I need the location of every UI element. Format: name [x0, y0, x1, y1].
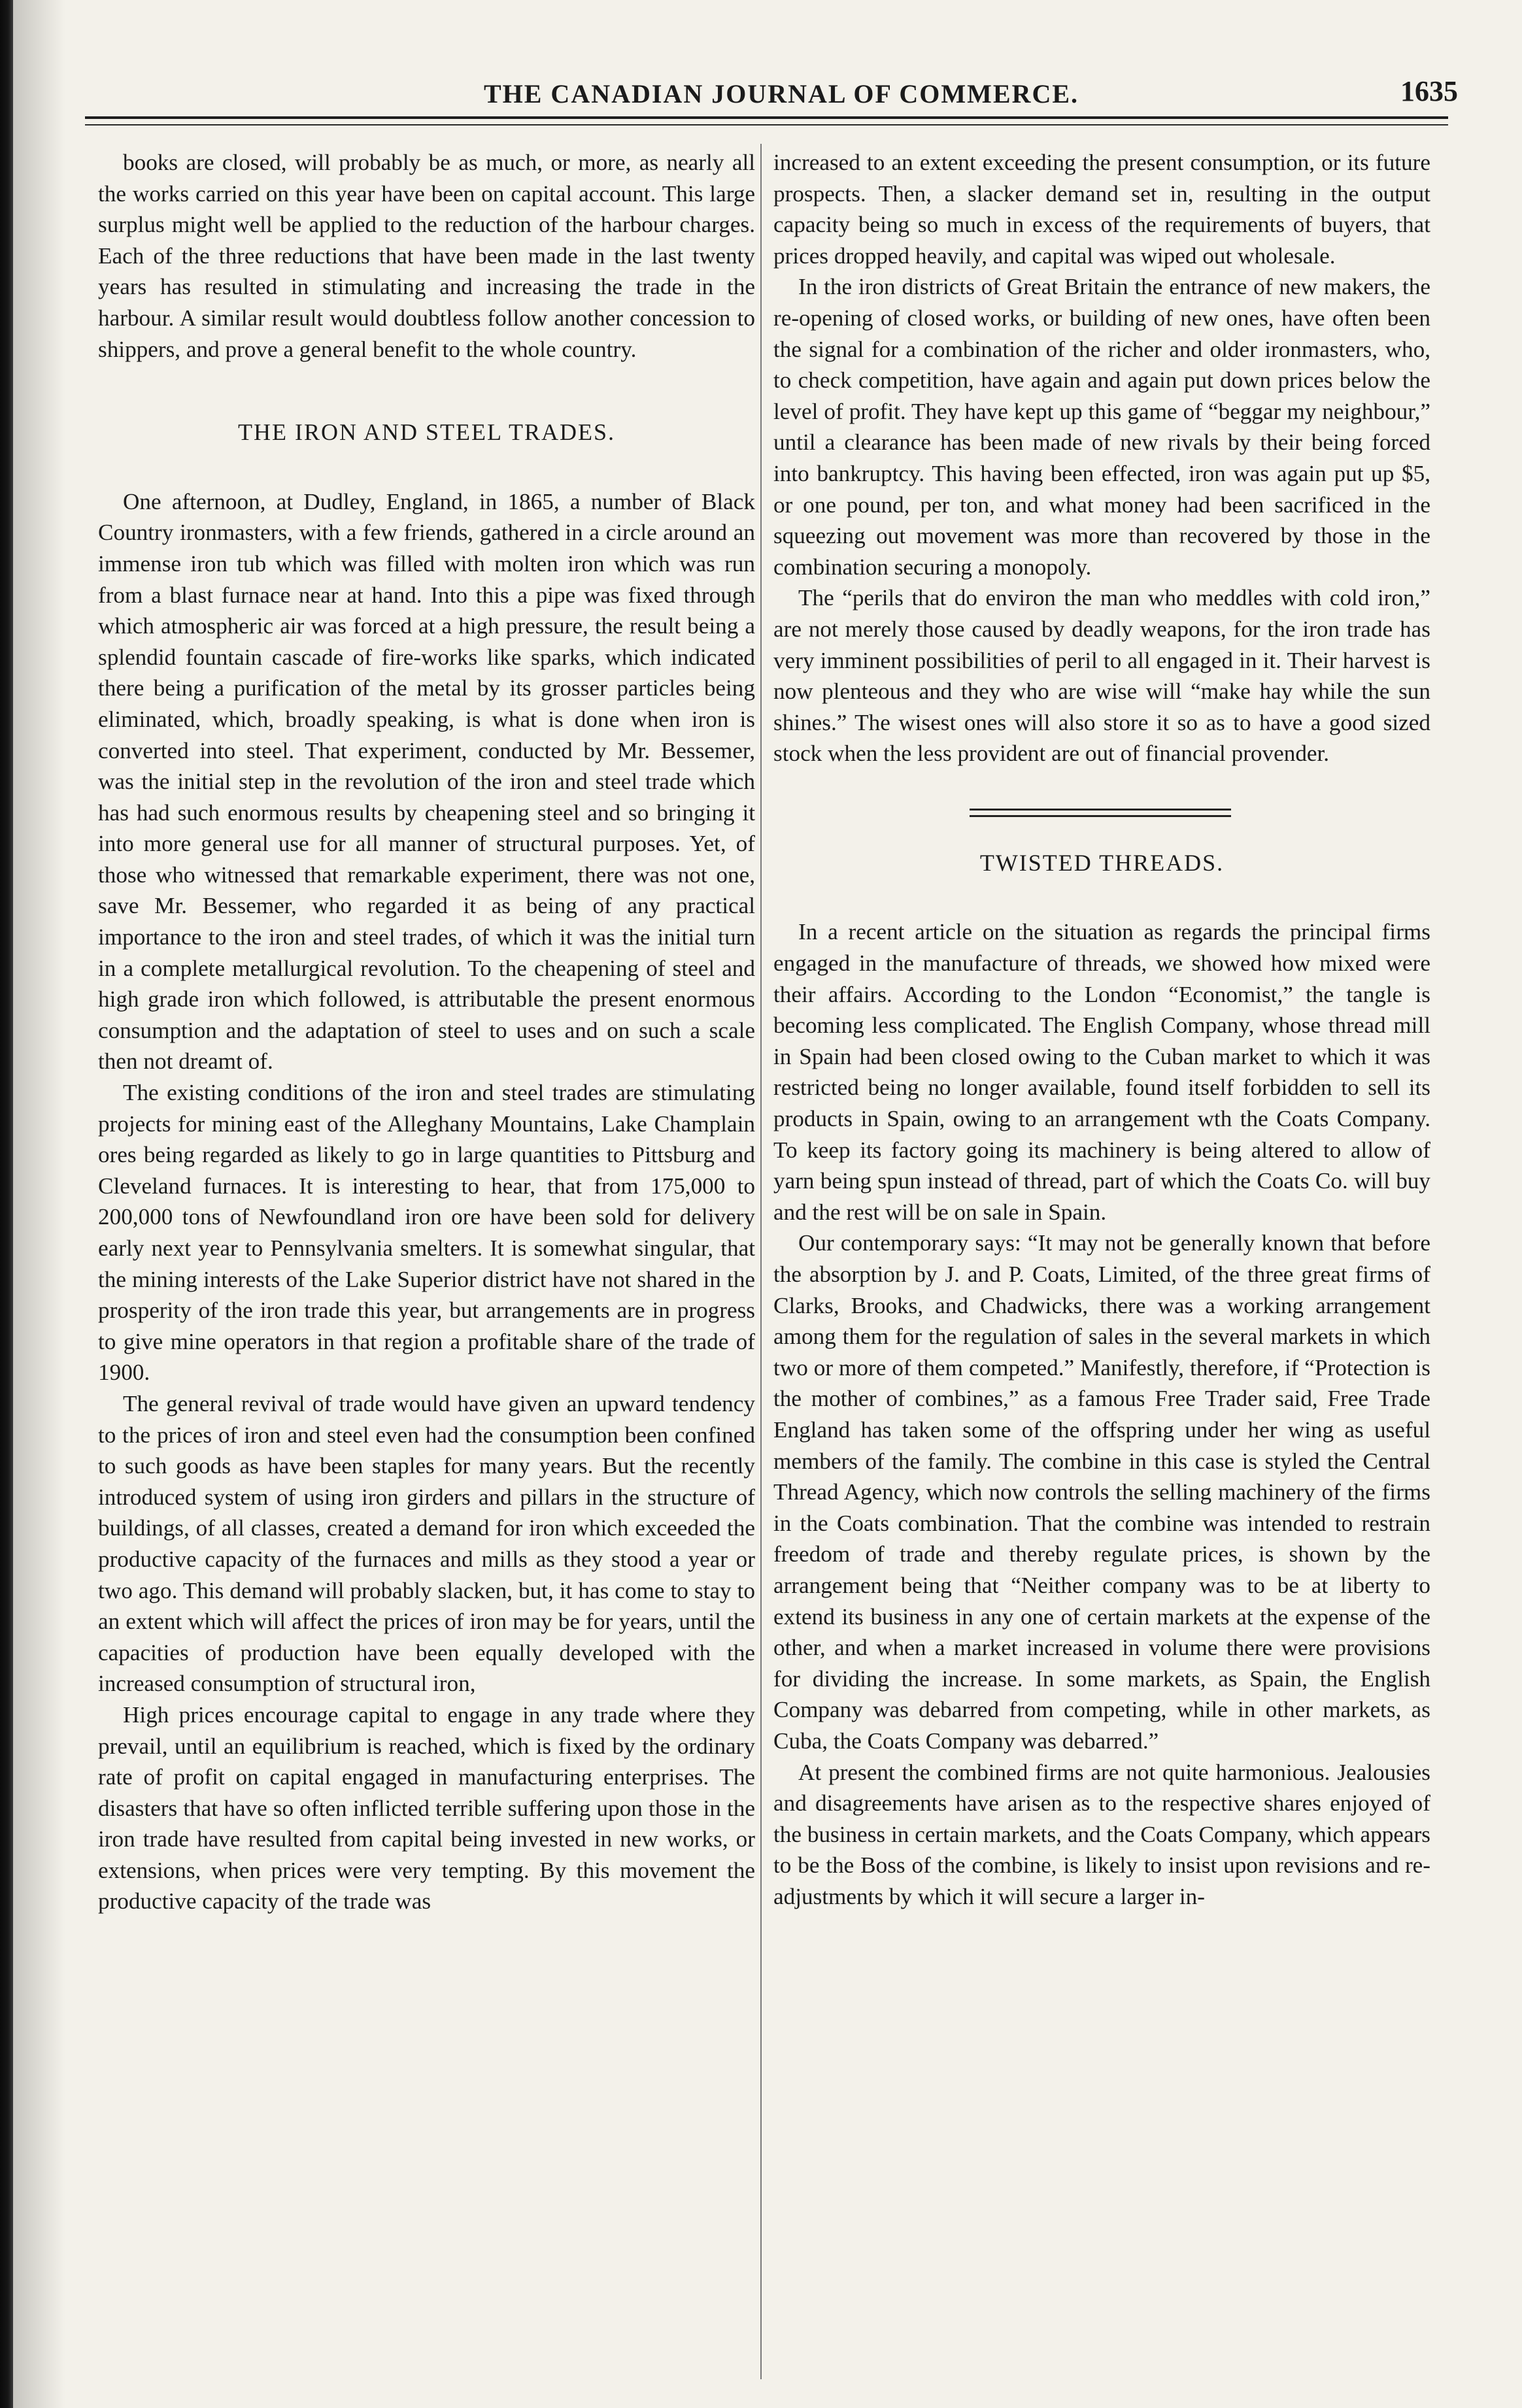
- column-divider: [760, 144, 762, 2379]
- page-binding-shadow: [13, 0, 65, 2408]
- left-column: [98, 147, 755, 2383]
- right-column: [773, 147, 1430, 2383]
- iron-paragraph-6: The “perils that do environ the man who meddles with cold iron,” are not merely those caused by deadly weapons, for the iron trade has very imminent possibilities of peril to all engaged in it. Their harvest is now plenteous and they who are wise will “make hay while the sun shines.” The wisest ones will also store it so as to have a good sized stock when the less provident are out of financial provender.: [773, 585, 1430, 767]
- iron-paragraph-4: High prices encourage capital to engage in any trade where they prevail, until an equilibrium is reached, which is fixed by the ordinary rate of profit on capital engaged in manufacturing enterprises. The disasters that have so often inflicted terrible suffering upon those in the iron trade have resulted from capital being invested in new works, or extensions, when prices were very tempting. By this movement the productive capacity of the trade was: [98, 1701, 755, 1915]
- section-spacer: [98, 365, 755, 417]
- iron-paragraph-5: In the iron districts of Great Britain the entrance of new makers, the re-opening of closed works, or building of new ones, have often been the signal for a combination of the richer and older ironmasters, who, to check competition, have again and again put down prices below the level of profit. They have kept up this game of “beggar my neighbour,” until a clearance has been made of new rivals by their being forced into bankruptcy. This having been effected, iron was again put up $5, or one pound, per ton, and what money had been sacrificed in the squeezing out movement was more than recovered by those in the combination securing a monopoly.: [773, 274, 1430, 580]
- separator-rule-top: [970, 809, 1231, 811]
- header-rule-thick: [85, 116, 1448, 119]
- iron-paragraph-3: The general revival of trade would have given an upward tendency to the prices of iron and steel even had the consumption been confined to such goods as have been staples for many years. But the recently introduced system of using iron girders and pillars in the structure of buildings, of all classes, created a demand for iron which exceeded the productive capacity of the furnaces and mills as they stood a year or two ago. This demand will probably slacken, but, it has come to stay to an extent which will affect the prices of iron may be for years, until the capacities of production have been equally developed with the increased consumption of structural iron,: [98, 1390, 755, 1697]
- heading-spacer: [98, 448, 755, 486]
- iron-paragraph-1: One afternoon, at Dudley, England, in 1865, a number of Black Country ironmasters, with a few friends, gathered in a circle around an immense iron tub which was filled with molten iron which was run from a blast furnace near at hand. Into this a pipe was fixed through which atmospheric air was forced at a high pressure, the result being a splendid fountain cascade of fire-works like sparks, which indicated there being a purification of the metal by its grosser particles being eliminated, which, broadly speaking, is what is done when iron is converted into steel. That experiment, conducted by Mr. Bessemer, was the initial step in the revolution of the iron and steel trade which has had such enormous results by cheapening steel and so bringing it into more general use for all manner of structural purposes. Yet, of those who witnessed that remarkable experiment, there was not one, save Mr. Bessemer, who regarded it as being of any practical importance to the iron and steel trades, of which it was the initial turn in a complete metallurgical revolution. To the cheapening of steel and high grade iron which followed, is attributable the present enormous consumption and the adaptation of steel to uses and on such a scale then not dreamt of.: [98, 488, 755, 1075]
- header-rule-thin: [85, 124, 1448, 125]
- iron-continued-paragraph: increased to an extent exceeding the present consumption, or its future prospects. Then, a slacker demand set in, resulting in the output capacity being so much in excess of the requirements of buyers, that prices dropped heavily, and capital was wiped out wholesale.: [773, 150, 1430, 269]
- heading-spacer: [773, 878, 1430, 916]
- harbour-paragraph: books are closed, will probably be as much, or more, as nearly all the works carried on this year have been on capital account. This large surplus might well be applied to the reduction of the harbour charges. Each of the three reductions that have been made in the last twenty years has resulted in stimulating and increasing the trade in the harbour. A similar result would doubtless follow another concession to shippers, and prove a general benefit to the whole country.: [98, 150, 755, 362]
- threads-paragraph-3: At present the combined firms are not quite harmonious. Jealousies and disagreements have arisen as to the respective shares enjoyed of the business in certain markets, and the Coats Company, which appears to be the Boss of the combine, is likely to insist upon revisions and re-adjustments by which it will secure a larger in-: [773, 1759, 1430, 1909]
- twisted-threads-heading: TWISTED THREADS.: [979, 849, 1225, 876]
- page-number: 1635: [1400, 75, 1458, 107]
- page-header: [78, 71, 1484, 116]
- threads-paragraph-2: Our contemporary says: “It may not be generally known that before the absorption by J. and P. Coats, Limited, of the three great firms of Clarks, Brooks, and Chadwicks, there was a working arrangement among them for the regulation of sales in the several markets in which two or more of them competed.” Manifestly, therefore, if “Protection is the mother of combines,” as a famous Free Trader said, Free Trade England has taken some of the offspring under her wing as useful members of the family. The combine in this case is styled the Central Thread Agency, which now controls the selling machinery of the firms in the Coats combination. That the combine was intended to restrain freedom of trade and thereby regulate prices, is shown by the arrangement being that “Neither company was to be at liberty to extend its business in any one of certain markets at the expense of the other, and when a market increased in volume there were provisions for dividing the increase. In some markets, as Spain, the English Company was debarred from competing, while in other markets, as Cuba, the Coats Company was debarred.”: [773, 1230, 1430, 1754]
- iron-paragraph-2: The existing conditions of the iron and steel trades are stimulating projects for mining east of the Alleghany Mountains, Lake Champlain ores being regarded as likely to go in large quantities to Pittsburg and Cleveland furnaces. It is interesting to hear, that from 175,000 to 200,000 tons of Newfoundland iron ore have been sold for delivery early next year to Pennsylvania smelters. It is somewhat singular, that the mining interests of the Lake Superior district have not shared in the prosperity of the iron trade this year, but arrangements are in progress to give mine operators in that region a profitable share of the trade of 1900.: [98, 1080, 755, 1386]
- threads-paragraph-1: In a recent article on the situation as regards the principal firms engaged in the manufacture of threads, we showed how mixed were their affairs. According to the London “Economist,” the tangle is becoming less complicated. The English Company, whose thread mill in Spain had been closed owing to the Cuban market to which it was restricted being no longer available, found itself forbidden to sell its products in Spain, owing to an arrangement wth the Coats Company. To keep its factory going its machinery is being altered to allow of yarn being spun instead of thread, part of which the Coats Co. will buy and the rest will be on sale in Spain.: [773, 919, 1430, 1225]
- separator-rule-bottom: [970, 815, 1231, 817]
- iron-steel-heading: THE IRON AND STEEL TRADES.: [238, 419, 615, 446]
- page-binding-edge: [0, 0, 13, 2408]
- journal-title: THE CANADIAN JOURNAL OF COMMERCE.: [483, 79, 1079, 109]
- section-separator: [773, 769, 1430, 848]
